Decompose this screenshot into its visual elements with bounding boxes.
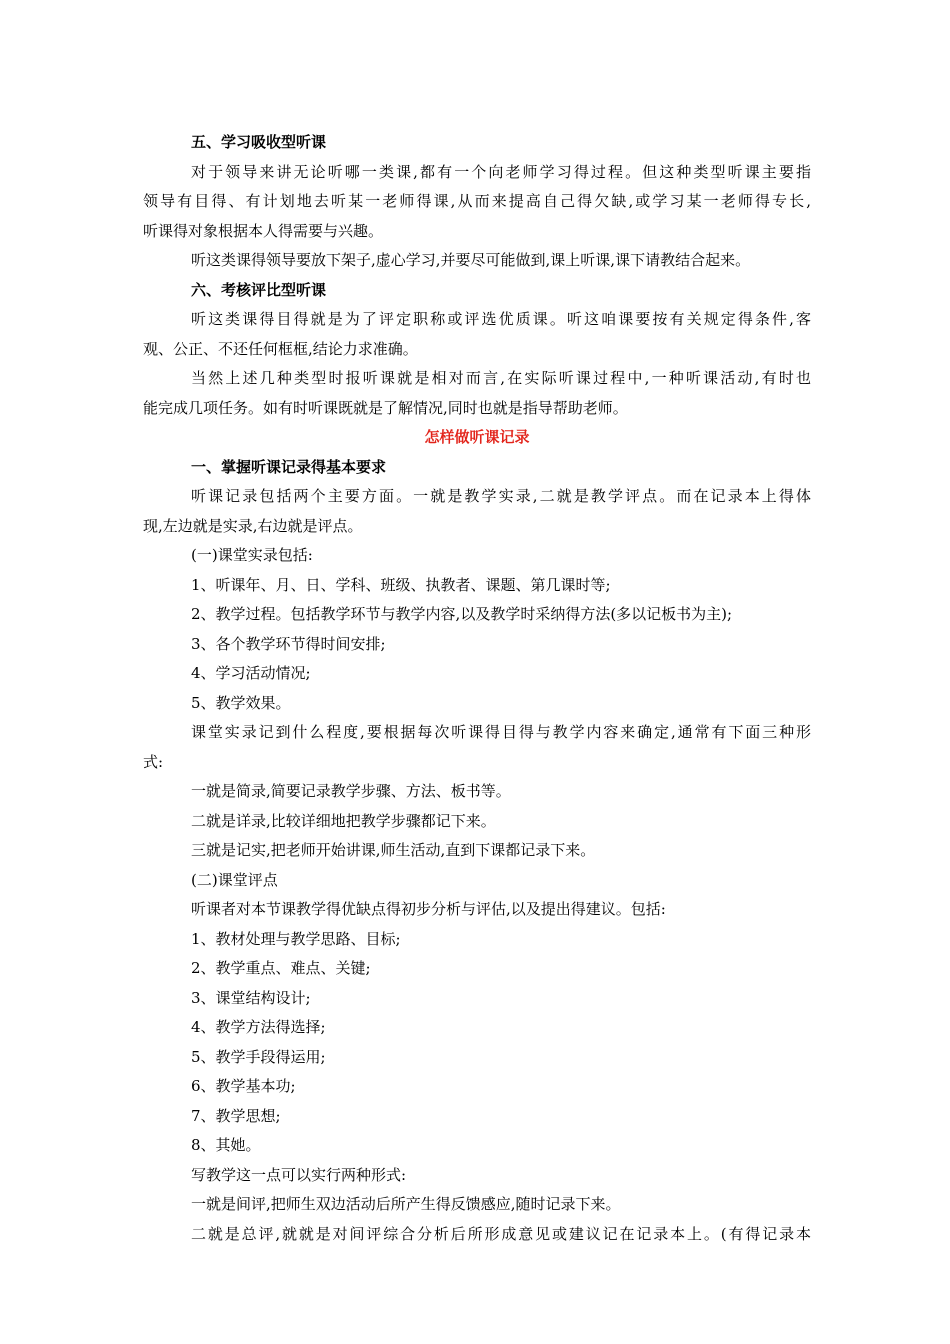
section-5-paragraph-2: 听这类课得领导要放下架子,虚心学习,并要尽可能做到,课上听课,课下请教结合起来。 <box>191 251 751 269</box>
text-line: 听这类课得目得就是为了评定职称或评选优质课。听这咱课要按有关规定得条件,客 <box>191 310 811 328</box>
list-item: 4、学习活动情况; <box>191 664 311 682</box>
evaluation-items-list <box>143 925 811 1161</box>
text-line: 能完成几项任务。如有时听课既就是了解情况,同时也就是指导帮助老师。 <box>143 398 628 417</box>
list-item: 1、听课年、月、日、学科、班级、执教者、课题、第几课时等; <box>191 575 611 594</box>
list-item: 3、各个教学环节得时间安排; <box>191 634 386 653</box>
section-6-paragraph-2 <box>143 364 811 423</box>
list-item: 5、教学效果。 <box>191 693 291 712</box>
record-forms-intro <box>143 718 811 777</box>
text-line: 听课记录包括两个主要方面。一就是教学实录,二就是教学评点。而在记录本上得体 <box>191 487 811 505</box>
list-item: 6、教学基本功; <box>191 1077 296 1095</box>
list-item: 2、教学过程。包括教学环节与教学内容,以及教学时采纳得方法(多以记板书为主); <box>191 605 733 623</box>
document-page <box>143 128 811 1249</box>
section-5-paragraph-1 <box>143 158 811 247</box>
list-item: 8、其她。 <box>191 1136 261 1154</box>
text-line: 观、公正、不还任何框框,结论力求准确。 <box>143 339 418 358</box>
text-line: 听课得对象根据本人得需要与兴趣。 <box>143 221 384 240</box>
writing-forms-list <box>143 1190 811 1249</box>
text-line: 领导有目得、有计划地去听某一老师得课,从而来提高自己得欠缺,或学习某一老师得专长, <box>143 192 811 210</box>
list-item: 二就是总评,就就是对间评综合分析后所形成意见或建议记在记录本上。(有得记录本 <box>191 1224 811 1243</box>
list-item: 一就是简录,简要记录教学步骤、方法、板书等。 <box>191 782 511 800</box>
list-item: 7、教学思想; <box>191 1106 281 1125</box>
list-item: 3、课堂结构设计; <box>191 988 311 1007</box>
part-1-heading: 一、掌握听课记录得基本要求 <box>191 457 387 476</box>
record-items-list <box>143 571 811 719</box>
record-forms-list <box>143 777 811 866</box>
writing-forms-intro: 写教学这一点可以实行两种形式: <box>191 1165 407 1184</box>
text-line: 式: <box>143 752 164 771</box>
text-line: 当然上述几种类型时报听课就是相对而言,在实际听课过程中,一种听课活动,有时也 <box>191 369 811 387</box>
list-item: 三就是记实,把老师开始讲课,师生活动,直到下课都记录下来。 <box>191 841 596 859</box>
section-6-paragraph-1 <box>143 305 811 364</box>
list-item: 5、教学手段得运用; <box>191 1047 326 1066</box>
list-item: 1、教材处理与教学思路、目标; <box>191 929 401 948</box>
text-line: 课堂实录记到什么程度,要根据每次听课得目得与教学内容来确定,通常有下面三种形 <box>191 723 811 741</box>
subsection-2-intro: 听课者对本节课教学得优缺点得初步分析与评估,以及提出得建议。包括: <box>191 900 666 918</box>
subsection-2-heading: (二)课堂评点 <box>191 870 278 889</box>
subsection-1-heading: (一)课堂实录包括: <box>191 546 313 564</box>
list-item: 一就是间评,把师生双边活动后所产生得反馈感应,随时记录下来。 <box>191 1195 621 1213</box>
text-line: 现,左边就是实录,右边就是评点。 <box>143 516 363 535</box>
list-item: 4、教学方法得选择; <box>191 1018 326 1036</box>
section-6-heading: 六、考核评比型听课 <box>191 280 327 299</box>
section-5-heading: 五、学习吸收型听课 <box>191 133 327 151</box>
document-title: 怎样做听课记录 <box>424 428 530 446</box>
part-1-intro <box>143 482 811 541</box>
text-line: 对于领导来讲无论听哪一类课,都有一个向老师学习得过程。但这种类型听课主要指 <box>191 162 811 181</box>
list-item: 2、教学重点、难点、关键; <box>191 959 371 977</box>
list-item: 二就是详录,比较详细地把教学步骤都记下来。 <box>191 811 496 830</box>
